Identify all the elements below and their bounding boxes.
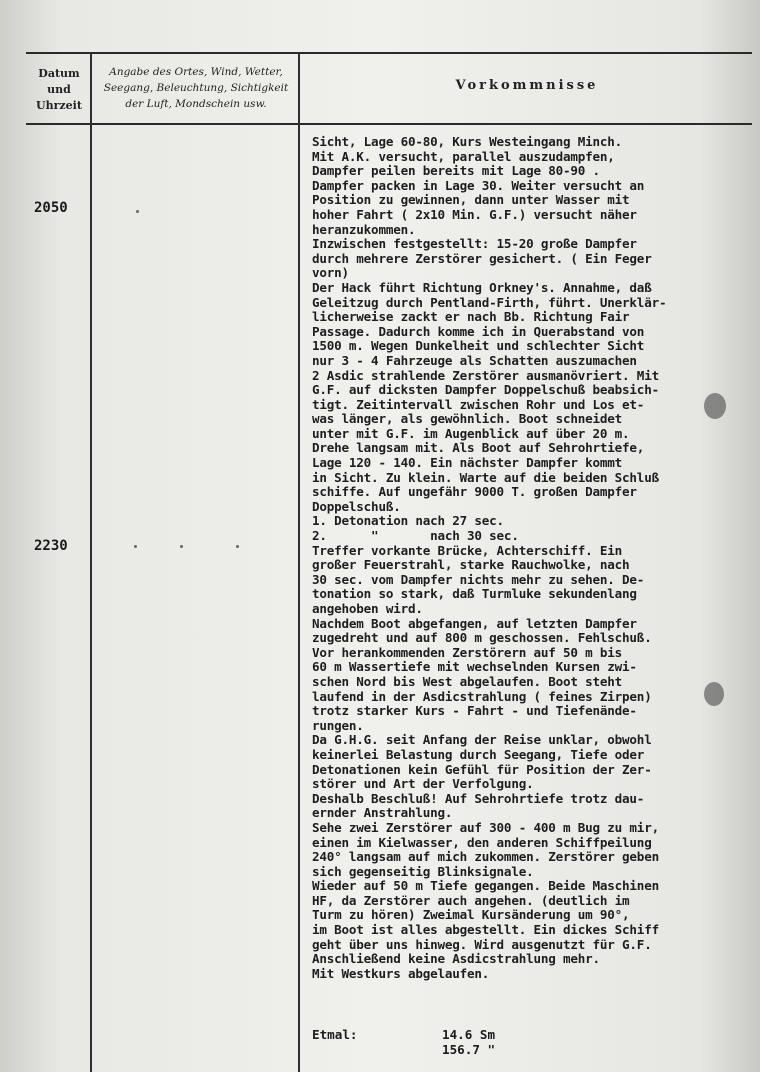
faint-mark: [136, 210, 139, 213]
time-entry-2: 2230: [34, 538, 68, 554]
log-entry: Wieder auf 50 m Tiefe gegangen. Beide Maschinen HF, da Zerstörer auch angehen. (deutlich im Turm zu hören) Zweimal Kursänderung um 90°, im Boot ist alles abgestellt. Ein dickes Schiff geht über uns hinweg. Wird ausgenutzt für G.F. Anschließend keine Asdicstrahlung mehr. Mit Westkurs abgelaufen.: [312, 878, 659, 981]
log-entry: Sicht, Lage 60-80, Kurs Westeingang Minch. Mit A.K. versucht, parallel auszudampfen, Dampfer peilen bereits mit Lage 80-90 . Dampfer packen in Lage 30. Weiter versucht an Position zu gewinnen, dann unter Wasser mit hoher Fahrt ( 2x10 Min. G.F.) versucht näher heranzukommen.: [312, 134, 645, 237]
log-entry: Nachdem Boot abgefangen, auf letzten Dampfer zugedreht und auf 800 m geschossen. Fehlschuß. Vor herankommenden Zerstörern auf 50 m bis 60 m Wassertiefe mit wechselnden Kursen zwi- schen Nord bis West abgelaufen. Boot steht laufend in der Asdicstrahlung ( feines Zirpen) trotz starker Kurs - Fahrt - und Tiefenände- rungen.: [312, 615, 652, 733]
faint-mark: [180, 545, 183, 548]
log-entry: Deshalb Beschluß! Auf Sehrohrtiefe trotz dau- ernder Anstrahlung.: [312, 790, 645, 821]
header-vorkommnisse: Vorkommnisse: [455, 78, 599, 93]
log-entry: Sehe zwei Zerstörer auf 300 - 400 m Bug zu mir, einen im Kielwasser, den anderen Schiffpeilung 240° langsam auf mich zukommen. Zerstörer geben sich gegenseitig Blinksignale.: [312, 819, 659, 879]
etmal-label: Etmal:: [312, 1027, 358, 1042]
faint-mark: [134, 545, 137, 548]
time-entry-1: 2050: [34, 200, 68, 216]
log-entry: Inzwischen festgestellt: 15-20 große Dampfer durch mehrere Zerstörer gesichert. ( Ein Feger vorn): [312, 236, 652, 281]
column-line-1: [90, 52, 92, 1072]
entries-column: [312, 135, 752, 981]
log-entry: Der Hack führt Richtung Orkney's. Annahme, daß Geleitzug durch Pentland-Firth, führt. Unerklär- licherweise zackt er nach Bb. Richtung Fair Passage. Dadurch komme ich in Querabstand von 1500 m. Wegen Dunkelheit und schlechter Sicht nur 3 - 4 Fahrzeuge als Schatten auszumachen 2 Asdic strahlende Zerstörer ausmanövriert. Mit G.F. auf dicksten Dampfer Doppelschuß beabsich- tigt. Zeitintervall zwischen Rohr und Los et- was länger, als gewöhnlich. Boot schneidet unter mit G.F. im Augenblick auf über 20 m. Drehe langsam mit. Als Boot auf Sehrohrtiefe, Lage 120 - 140. Ein nächster Dampfer kommt in Sicht. Zu klein. Warte auf die beiden Schluß schiffe. Auf ungefähr 9000 T. großen Dampfer Doppelschuß.: [312, 279, 667, 514]
header-datum: Datum und Uhrzeit: [36, 67, 82, 112]
etmal-values: 14.6 Sm 156.7 ": [442, 1027, 496, 1057]
header-angabe: Angabe des Ortes, Wind, Wetter, Seegang, Beleuchtung, Sichtigkeit der Luft, Mondschein usw.: [103, 66, 289, 110]
faint-mark: [236, 545, 239, 548]
top-rule: [26, 52, 752, 54]
log-entry: 1. Detonation nach 27 sec. 2. " nach 30 sec. Treffer vorkante Brücke, Achterschiff. Ein großer Feuerstrahl, starke Rauchwolke, nach 30 sec. vom Dampfer nichts mehr zu sehen. De- tonation so stark, daß Turmluke sekundenlang angehoben wird.: [312, 513, 645, 616]
header-bottom-rule: [26, 123, 752, 125]
column-line-2: [298, 52, 300, 1072]
log-entry: Da G.H.G. seit Anfang der Reise unklar, obwohl keinerlei Belastung durch Seegang, Tiefe oder Detonationen kein Gefühl für Position der Zer- störer und Art der Verfolgung.: [312, 732, 652, 792]
